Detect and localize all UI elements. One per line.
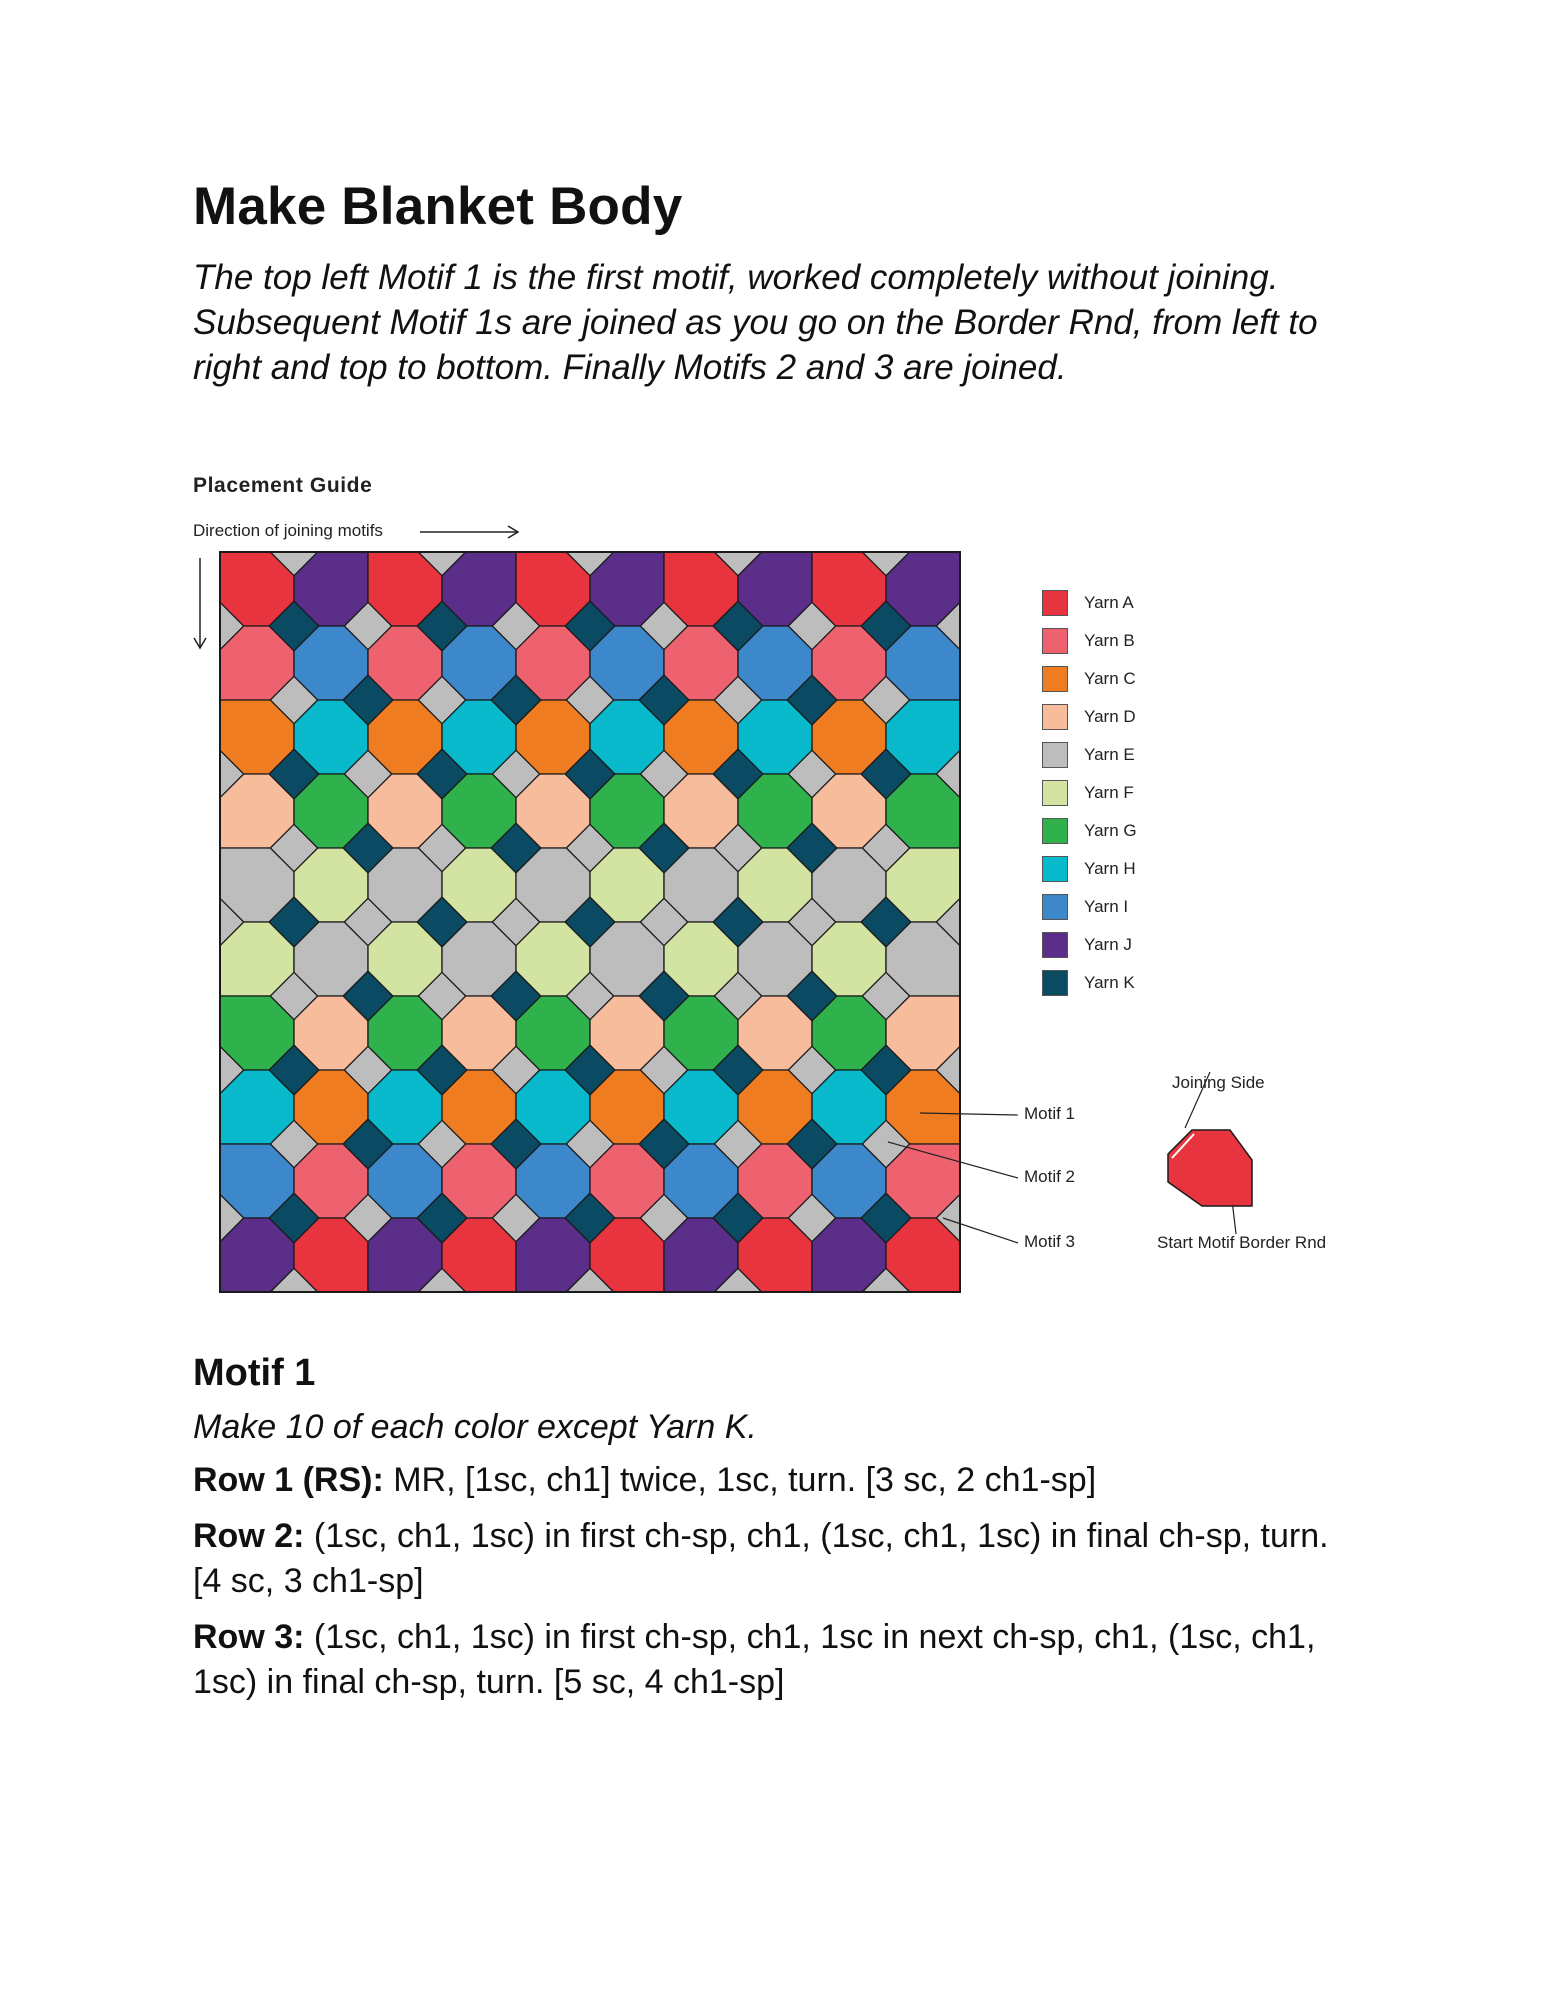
- legend-swatch: [1042, 590, 1068, 616]
- row-3-instruction: [193, 1615, 1343, 1705]
- row-3-text: (1sc, ch1, 1sc) in first ch-sp, ch1, 1sc in next ch-sp, ch1, (1sc, ch1, 1sc) in final ch-sp, turn. [5 sc, 4 ch1-sp]: [193, 1618, 1316, 1701]
- row-1-instruction: [193, 1458, 1343, 1503]
- legend-label: Yarn K: [1084, 973, 1135, 992]
- legend-item: [1042, 628, 1242, 656]
- legend-label: Yarn A: [1084, 593, 1134, 612]
- legend-swatch: [1042, 780, 1068, 806]
- legend-item: [1042, 780, 1242, 808]
- legend-swatch: [1042, 704, 1068, 730]
- legend-label: Yarn I: [1084, 897, 1129, 916]
- motif1-note: Make 10 of each color except Yarn K.: [193, 1408, 757, 1446]
- legend-item: [1042, 970, 1242, 998]
- legend-label: Yarn C: [1084, 669, 1136, 688]
- legend-item: [1042, 856, 1242, 884]
- legend-label: Yarn H: [1084, 859, 1136, 878]
- legend-swatch: [1042, 818, 1068, 844]
- row-1-text: MR, [1sc, ch1] twice, 1sc, turn. [3 sc, 2 ch1-sp]: [383, 1461, 1097, 1499]
- sample-motif-shape: [1168, 1130, 1252, 1206]
- legend-item: [1042, 894, 1242, 922]
- legend-swatch: [1042, 894, 1068, 920]
- legend-label: Yarn E: [1084, 745, 1135, 764]
- legend-swatch: [1042, 666, 1068, 692]
- legend-swatch: [1042, 856, 1068, 882]
- row-2-label: Row 2:: [193, 1517, 305, 1555]
- placement-guide-title: Placement Guide: [193, 474, 373, 497]
- sample-motif-polygon: [1168, 1130, 1252, 1206]
- legend-label: Yarn G: [1084, 821, 1137, 840]
- legend-label: Yarn B: [1084, 631, 1135, 650]
- direction-label: Direction of joining motifs: [193, 521, 383, 540]
- joining-side-callout: Joining Side: [1172, 1073, 1265, 1092]
- legend-item: [1042, 666, 1242, 694]
- motif2-callout: Motif 2: [1024, 1167, 1076, 1186]
- legend-swatch: [1042, 742, 1068, 768]
- row-3-label: Row 3:: [193, 1618, 305, 1656]
- motif1-callout: Motif 1: [1024, 1104, 1076, 1123]
- intro-paragraph: The top left Motif 1 is the first motif, worked completely without joining. Subsequent Motif 1s are joined as you go on the Border Rnd, from left to right and top to bottom. Finally Motifs 2 and 3 are joined.: [193, 258, 1318, 387]
- legend-label: Yarn J: [1084, 935, 1132, 954]
- legend-swatch: [1042, 970, 1068, 996]
- motif-grid: [220, 552, 960, 1292]
- page-title: Make Blanket Body: [193, 177, 683, 236]
- row-2-instruction: [193, 1514, 1343, 1604]
- row-1-label: Row 1 (RS):: [193, 1461, 384, 1499]
- legend-label: Yarn D: [1084, 707, 1136, 726]
- legend-swatch: [1042, 932, 1068, 958]
- start-border-callout: Start Motif Border Rnd: [1157, 1233, 1327, 1252]
- legend-swatch: [1042, 628, 1068, 654]
- legend-item: [1042, 590, 1242, 618]
- legend-item: [1042, 742, 1242, 770]
- row-2-text: (1sc, ch1, 1sc) in first ch-sp, ch1, (1sc, ch1, 1sc) in final ch-sp, turn. [4 sc, 3 ch1-sp]: [193, 1517, 1329, 1600]
- legend-label: Yarn F: [1084, 783, 1134, 802]
- legend-item: [1042, 932, 1242, 960]
- legend-item: [1042, 818, 1242, 846]
- motif1-heading: Motif 1: [193, 1352, 316, 1394]
- motif3-callout: Motif 3: [1024, 1232, 1076, 1251]
- legend-item: [1042, 704, 1242, 732]
